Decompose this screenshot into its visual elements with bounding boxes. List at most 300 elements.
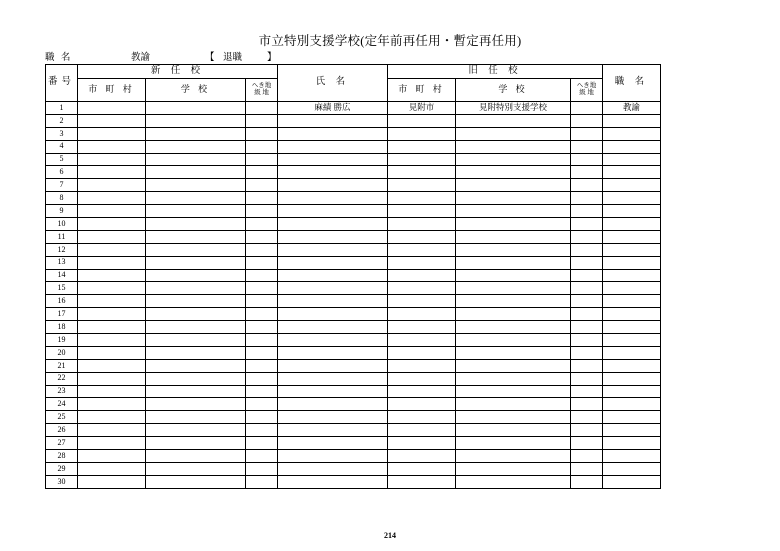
cell-number: 19	[46, 334, 78, 347]
cell-number: 20	[46, 346, 78, 359]
cell-post-name	[603, 321, 661, 334]
cell-post-name	[603, 230, 661, 243]
cell-name	[278, 192, 388, 205]
cell-name	[278, 424, 388, 437]
cell-name	[278, 334, 388, 347]
table-row	[46, 321, 661, 334]
cell-number: 4	[46, 140, 78, 153]
cell-area-level	[246, 346, 278, 359]
cell-school	[146, 385, 246, 398]
cell-old-area-level	[571, 295, 603, 308]
cell-school	[146, 140, 246, 153]
cell-old-city	[388, 424, 456, 437]
cell-old-school	[456, 475, 571, 488]
table-row	[46, 192, 661, 205]
cell-old-area-level	[571, 256, 603, 269]
table-row	[46, 346, 661, 359]
cell-area-level	[246, 398, 278, 411]
table-row	[46, 462, 661, 475]
cell-old-school	[456, 114, 571, 127]
cell-post-name	[603, 192, 661, 205]
cell-name	[278, 218, 388, 231]
table-row	[46, 179, 661, 192]
cell-old-city	[388, 398, 456, 411]
cell-old-city	[388, 205, 456, 218]
cell-name	[278, 153, 388, 166]
table-row	[46, 411, 661, 424]
cell-area-level	[246, 218, 278, 231]
cell-school	[146, 359, 246, 372]
cell-post-name	[603, 424, 661, 437]
cell-old-city	[388, 462, 456, 475]
cell-name	[278, 140, 388, 153]
assignment-table	[45, 64, 661, 489]
cell-school	[146, 256, 246, 269]
cell-number: 18	[46, 321, 78, 334]
cell-old-city	[388, 153, 456, 166]
cell-school	[146, 475, 246, 488]
cell-name	[278, 127, 388, 140]
cell-old-school	[456, 192, 571, 205]
table-row	[46, 437, 661, 450]
cell-post-name	[603, 462, 661, 475]
cell-area-level	[246, 462, 278, 475]
cell-city	[78, 437, 146, 450]
header-group-row	[46, 65, 661, 79]
cell-number: 1	[46, 102, 78, 115]
cell-post-name	[603, 153, 661, 166]
cell-old-area-level	[571, 192, 603, 205]
cell-school	[146, 218, 246, 231]
cell-old-school: 見附特別支援学校	[456, 102, 571, 115]
cell-city	[78, 243, 146, 256]
cell-old-school	[456, 166, 571, 179]
cell-school	[146, 114, 246, 127]
cell-city	[78, 411, 146, 424]
header-old-area-line1: へき地	[576, 82, 597, 90]
cell-old-area-level	[571, 140, 603, 153]
cell-name	[278, 308, 388, 321]
cell-school	[146, 321, 246, 334]
cell-old-area-level	[571, 398, 603, 411]
cell-old-city	[388, 450, 456, 463]
cell-post-name	[603, 218, 661, 231]
cell-post-name	[603, 475, 661, 488]
post-meta-row	[45, 49, 445, 65]
cell-old-city	[388, 179, 456, 192]
cell-old-area-level	[571, 166, 603, 179]
cell-name	[278, 230, 388, 243]
cell-old-city	[388, 475, 456, 488]
cell-old-city	[388, 334, 456, 347]
cell-school	[146, 205, 246, 218]
table-row	[46, 359, 661, 372]
cell-old-area-level	[571, 127, 603, 140]
cell-post-name	[603, 385, 661, 398]
cell-school	[146, 308, 246, 321]
cell-city	[78, 153, 146, 166]
cell-name	[278, 372, 388, 385]
cell-old-city	[388, 346, 456, 359]
cell-school	[146, 372, 246, 385]
table-row	[46, 166, 661, 179]
cell-city	[78, 205, 146, 218]
bracket-value: 退職	[223, 53, 243, 63]
cell-old-school	[456, 230, 571, 243]
cell-old-school	[456, 398, 571, 411]
cell-area-level	[246, 411, 278, 424]
cell-number: 26	[46, 424, 78, 437]
cell-old-school	[456, 282, 571, 295]
cell-post-name	[603, 243, 661, 256]
cell-number: 11	[46, 230, 78, 243]
cell-number: 9	[46, 205, 78, 218]
cell-old-area-level	[571, 230, 603, 243]
cell-old-city	[388, 230, 456, 243]
cell-old-city	[388, 166, 456, 179]
header-area-level	[246, 79, 278, 102]
cell-name	[278, 295, 388, 308]
cell-city	[78, 282, 146, 295]
cell-name	[278, 450, 388, 463]
table-row	[46, 450, 661, 463]
table-row	[46, 475, 661, 488]
cell-old-school	[456, 179, 571, 192]
table-header	[46, 65, 661, 102]
cell-name	[278, 359, 388, 372]
cell-city	[78, 372, 146, 385]
cell-name	[278, 205, 388, 218]
cell-number: 2	[46, 114, 78, 127]
cell-post-name	[603, 308, 661, 321]
table-row	[46, 282, 661, 295]
table-row	[46, 372, 661, 385]
cell-number: 28	[46, 450, 78, 463]
cell-old-school	[456, 140, 571, 153]
cell-old-area-level	[571, 269, 603, 282]
cell-school	[146, 127, 246, 140]
cell-old-school	[456, 218, 571, 231]
table-row	[46, 256, 661, 269]
cell-school	[146, 346, 246, 359]
cell-post-name	[603, 334, 661, 347]
cell-old-school	[456, 462, 571, 475]
cell-old-city	[388, 192, 456, 205]
table-row	[46, 269, 661, 282]
cell-city	[78, 308, 146, 321]
cell-city	[78, 102, 146, 115]
cell-area-level	[246, 269, 278, 282]
cell-city	[78, 398, 146, 411]
cell-city	[78, 321, 146, 334]
cell-old-city	[388, 114, 456, 127]
cell-old-area-level	[571, 359, 603, 372]
cell-old-school	[456, 424, 571, 437]
cell-number: 22	[46, 372, 78, 385]
cell-number: 13	[46, 256, 78, 269]
cell-post-name	[603, 114, 661, 127]
cell-area-level	[246, 424, 278, 437]
cell-name	[278, 411, 388, 424]
cell-old-city	[388, 437, 456, 450]
cell-school	[146, 411, 246, 424]
cell-number: 5	[46, 153, 78, 166]
cell-number: 12	[46, 243, 78, 256]
cell-area-level	[246, 282, 278, 295]
cell-old-city	[388, 295, 456, 308]
table-row	[46, 153, 661, 166]
cell-post-name	[603, 256, 661, 269]
cell-old-city	[388, 218, 456, 231]
cell-old-school	[456, 346, 571, 359]
cell-old-area-level	[571, 437, 603, 450]
cell-city	[78, 346, 146, 359]
cell-school	[146, 230, 246, 243]
cell-post-name: 教諭	[603, 102, 661, 115]
cell-old-area-level	[571, 153, 603, 166]
cell-old-area-level	[571, 450, 603, 463]
cell-old-school	[456, 385, 571, 398]
cell-school	[146, 450, 246, 463]
cell-city	[78, 424, 146, 437]
cell-old-area-level	[571, 102, 603, 115]
cell-number: 6	[46, 166, 78, 179]
header-new-post: 新 任 校	[78, 65, 278, 79]
cell-name	[278, 346, 388, 359]
header-old-city: 市 町 村	[388, 79, 456, 102]
cell-old-school	[456, 372, 571, 385]
cell-school	[146, 462, 246, 475]
cell-old-city	[388, 243, 456, 256]
cell-area-level	[246, 308, 278, 321]
cell-name	[278, 243, 388, 256]
cell-old-city	[388, 256, 456, 269]
page-number: 214	[384, 531, 396, 540]
cell-number: 15	[46, 282, 78, 295]
cell-city	[78, 114, 146, 127]
cell-name	[278, 282, 388, 295]
cell-number: 3	[46, 127, 78, 140]
cell-area-level	[246, 102, 278, 115]
cell-school	[146, 153, 246, 166]
cell-city	[78, 269, 146, 282]
cell-post-name	[603, 398, 661, 411]
table-row	[46, 308, 661, 321]
cell-number: 25	[46, 411, 78, 424]
table-row	[46, 114, 661, 127]
cell-number: 21	[46, 359, 78, 372]
bracket-right: 】	[267, 53, 277, 63]
cell-old-city	[388, 385, 456, 398]
cell-post-name	[603, 437, 661, 450]
cell-area-level	[246, 475, 278, 488]
header-city: 市 町 村	[78, 79, 146, 102]
cell-area-level	[246, 127, 278, 140]
cell-area-level	[246, 359, 278, 372]
cell-old-city	[388, 321, 456, 334]
cell-school	[146, 295, 246, 308]
cell-post-name	[603, 127, 661, 140]
cell-city	[78, 359, 146, 372]
cell-number: 27	[46, 437, 78, 450]
cell-area-level	[246, 205, 278, 218]
table-row	[46, 334, 661, 347]
header-name: 氏 名	[278, 65, 388, 102]
cell-old-school	[456, 153, 571, 166]
header-school: 学 校	[146, 79, 246, 102]
cell-name	[278, 437, 388, 450]
header-old-post: 旧 任 校	[388, 65, 603, 79]
cell-old-school	[456, 359, 571, 372]
cell-number: 29	[46, 462, 78, 475]
cell-old-area-level	[571, 475, 603, 488]
cell-old-school	[456, 205, 571, 218]
cell-old-school	[456, 127, 571, 140]
cell-number: 7	[46, 179, 78, 192]
page-title: 市立特別支援学校(定年前再任用・暫定再任用)	[258, 34, 522, 48]
cell-old-area-level	[571, 179, 603, 192]
cell-old-area-level	[571, 321, 603, 334]
header-area-line1: へき地	[251, 82, 272, 90]
table-row	[46, 385, 661, 398]
cell-city	[78, 166, 146, 179]
cell-number: 8	[46, 192, 78, 205]
cell-post-name	[603, 205, 661, 218]
cell-city	[78, 475, 146, 488]
cell-old-school	[456, 256, 571, 269]
cell-old-area-level	[571, 243, 603, 256]
cell-post-name	[603, 372, 661, 385]
cell-number: 10	[46, 218, 78, 231]
cell-old-city	[388, 282, 456, 295]
cell-old-area-level	[571, 218, 603, 231]
cell-area-level	[246, 114, 278, 127]
table-row	[46, 398, 661, 411]
cell-old-city	[388, 411, 456, 424]
cell-post-name	[603, 359, 661, 372]
table-row	[46, 140, 661, 153]
cell-area-level	[246, 450, 278, 463]
cell-area-level	[246, 192, 278, 205]
cell-old-school	[456, 450, 571, 463]
cell-area-level	[246, 256, 278, 269]
cell-post-name	[603, 179, 661, 192]
cell-area-level	[246, 153, 278, 166]
cell-old-school	[456, 269, 571, 282]
cell-post-name	[603, 346, 661, 359]
cell-old-area-level	[571, 424, 603, 437]
cell-post-name	[603, 411, 661, 424]
bracket-left: 【	[205, 53, 215, 63]
cell-old-area-level	[571, 114, 603, 127]
cell-old-school	[456, 334, 571, 347]
cell-post-name	[603, 295, 661, 308]
cell-school	[146, 334, 246, 347]
cell-name	[278, 385, 388, 398]
cell-school	[146, 243, 246, 256]
cell-post-name	[603, 282, 661, 295]
table-row	[46, 127, 661, 140]
cell-post-name	[603, 269, 661, 282]
cell-old-school	[456, 308, 571, 321]
cell-old-city	[388, 372, 456, 385]
table-row	[46, 102, 661, 115]
cell-city	[78, 462, 146, 475]
cell-old-city	[388, 127, 456, 140]
cell-number: 14	[46, 269, 78, 282]
cell-area-level	[246, 334, 278, 347]
cell-name	[278, 321, 388, 334]
cell-school	[146, 437, 246, 450]
cell-old-city	[388, 308, 456, 321]
cell-name	[278, 269, 388, 282]
cell-old-area-level	[571, 385, 603, 398]
header-area-line2: 級 地	[254, 89, 269, 96]
cell-city	[78, 192, 146, 205]
post-value: 教諭	[131, 53, 151, 63]
cell-city	[78, 230, 146, 243]
cell-name	[278, 256, 388, 269]
cell-old-city	[388, 359, 456, 372]
cell-name	[278, 179, 388, 192]
cell-area-level	[246, 385, 278, 398]
cell-city	[78, 295, 146, 308]
cell-city	[78, 179, 146, 192]
header-post-name: 職 名	[603, 65, 661, 102]
cell-school	[146, 192, 246, 205]
cell-name	[278, 475, 388, 488]
cell-old-city	[388, 269, 456, 282]
cell-area-level	[246, 166, 278, 179]
cell-name	[278, 398, 388, 411]
table-row	[46, 230, 661, 243]
cell-school	[146, 269, 246, 282]
cell-name: 麻績 勝広	[278, 102, 388, 115]
cell-old-school	[456, 437, 571, 450]
header-old-area-level	[571, 79, 603, 102]
cell-city	[78, 127, 146, 140]
cell-name	[278, 462, 388, 475]
cell-area-level	[246, 372, 278, 385]
cell-old-area-level	[571, 308, 603, 321]
cell-name	[278, 166, 388, 179]
cell-number: 30	[46, 475, 78, 488]
cell-old-area-level	[571, 372, 603, 385]
cell-number: 16	[46, 295, 78, 308]
cell-post-name	[603, 166, 661, 179]
cell-area-level	[246, 437, 278, 450]
cell-old-area-level	[571, 334, 603, 347]
cell-school	[146, 179, 246, 192]
cell-post-name	[603, 140, 661, 153]
cell-name	[278, 114, 388, 127]
table-body	[46, 102, 661, 489]
header-old-school: 学 校	[456, 79, 571, 102]
table-row	[46, 243, 661, 256]
cell-old-area-level	[571, 282, 603, 295]
cell-old-school	[456, 243, 571, 256]
post-label: 職 名	[45, 53, 73, 63]
cell-old-city	[388, 140, 456, 153]
cell-old-area-level	[571, 205, 603, 218]
cell-area-level	[246, 295, 278, 308]
cell-school	[146, 398, 246, 411]
cell-number: 24	[46, 398, 78, 411]
cell-city	[78, 385, 146, 398]
cell-old-school	[456, 411, 571, 424]
cell-city	[78, 450, 146, 463]
cell-old-area-level	[571, 346, 603, 359]
